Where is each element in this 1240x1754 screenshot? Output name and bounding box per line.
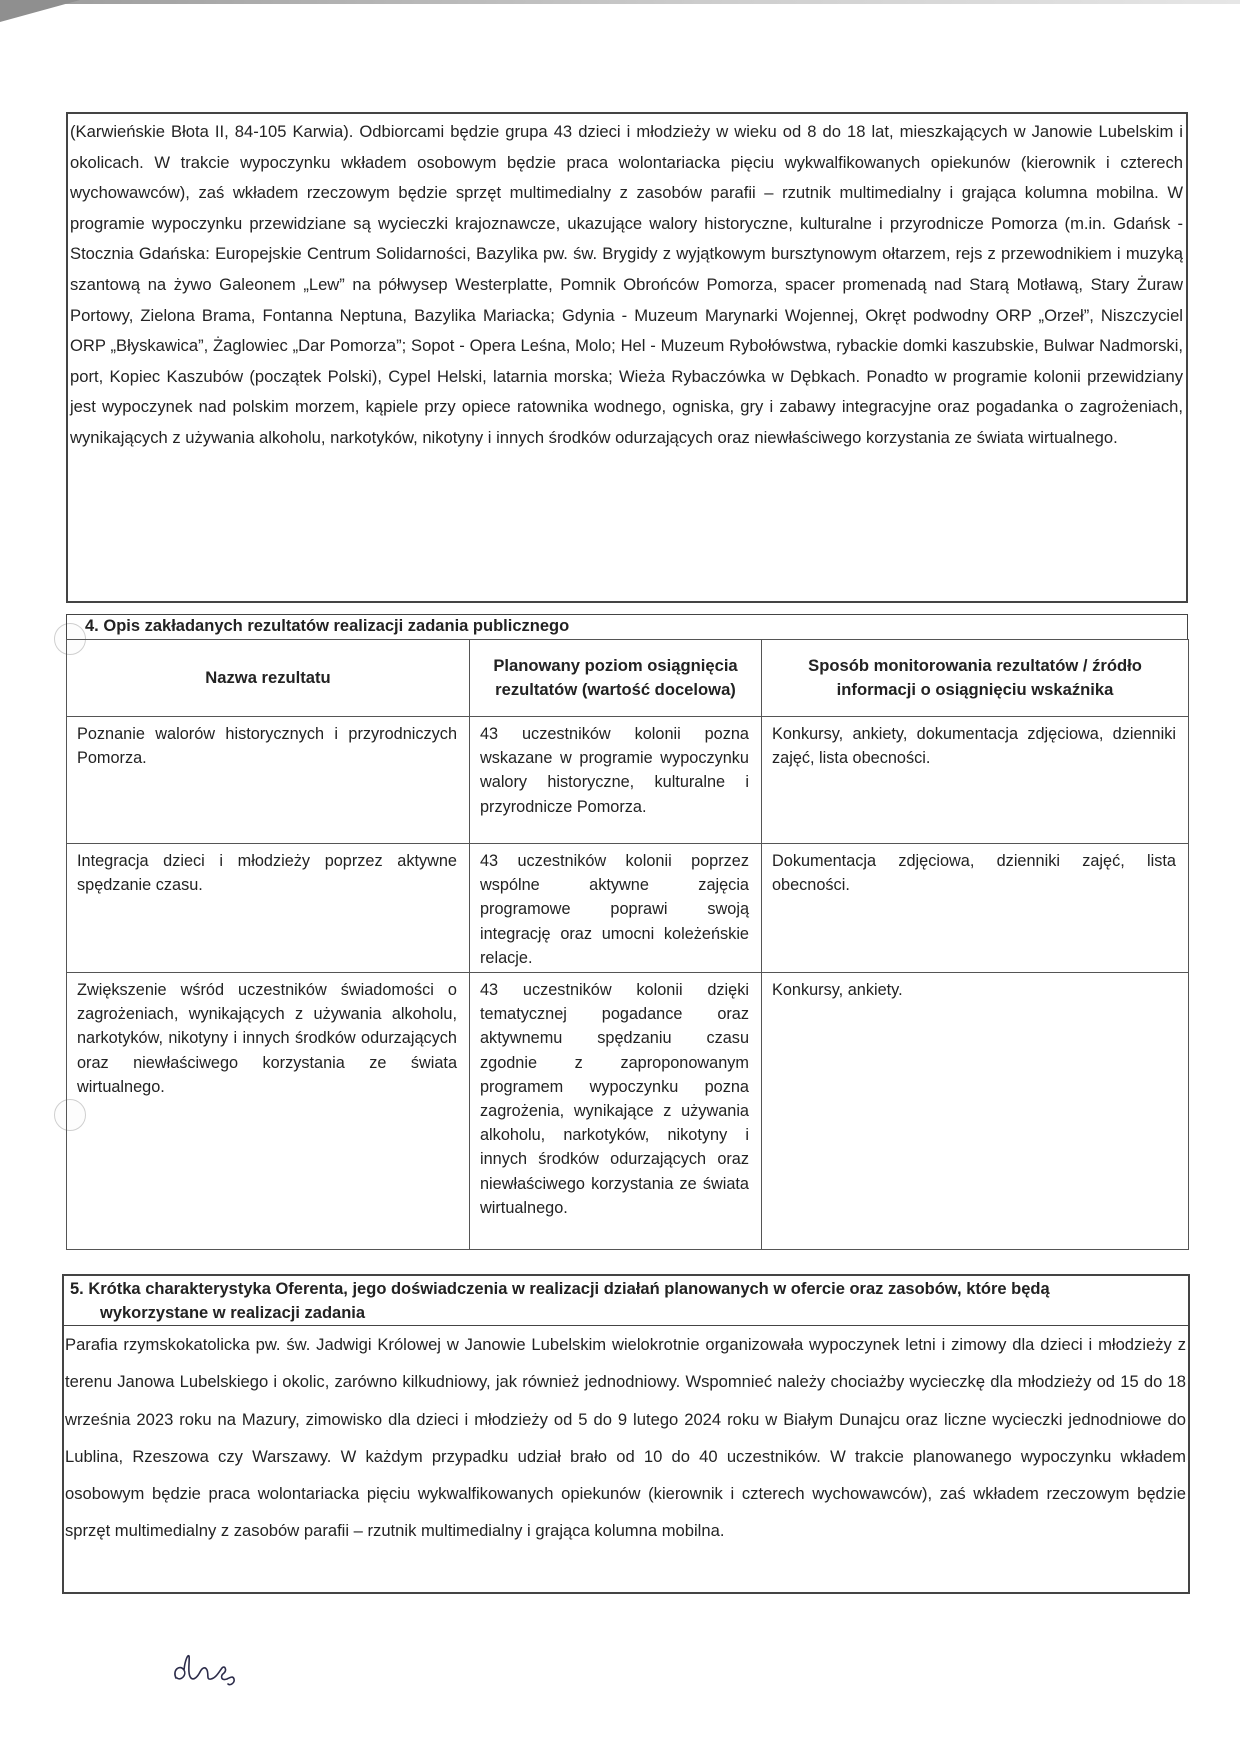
section-4-title	[66, 614, 1188, 639]
result-monitoring-cell: Konkursy, ankiety.	[762, 973, 1189, 1250]
results-table	[66, 639, 1189, 1250]
result-level-cell: 43 uczestników kolonii dzięki tematycznej pogadance oraz aktywnemu spędzaniu czasu zgodnie z zaproponowanym programem wypoczynku pozna zagrożenia, wynikające z używania alkoholu, narkotyków, nikotyny i innych środków odurzających oraz niewłaściwego korzystania ze świata wirtualnego.	[470, 973, 762, 1250]
table-row	[67, 717, 1189, 844]
section-5-title-line-1: 5. Krótka charakterystyka Oferenta, jego doświadczenia w realizacji działań planowanych w ofercie oraz zasobów, które będą	[70, 1280, 1050, 1298]
intro-paragraph: (Karwieńskie Błota II, 84-105 Karwia). Odbiorcami będzie grupa 43 dzieci i młodzieży w wieku od 8 do 18 lat, mieszkających w Janowie Lubelskim i okolicach. W trakcie wypoczynku wkładem osobowym będzie praca wolontariacka pięciu wykwalfikowanych opiekunów (kierownik i czterech wychowawców), zaś wkładem rzeczowym będzie sprzęt multimedialny z zasobów parafii – rzutnik multimedialny i grająca kolumna mobilna. W programie wypoczynku przewidziane są wycieczki krajoznawcze, ukazujące walory historyczne, kulturalne i przyrodnicze Pomorza (m.in. Gdańsk - Stocznia Gdańska: Europejskie Centrum Solidarności, Bazylika pw. św. Brygidy z wyjątkowym bursztynowym ołtarzem, rejs z przewodnikiem i muzyką szantową na żywo Galeonem „Lew” na półwysep Westerplatte, Pomnik Obrońców Pomorza, spacer promenadą nad Starą Motławą, Stary Żuraw Portowy, Zielona Brama, Fontanna Neptuna, Bazylika Mariacka; Gdynia - Muzeum Marynarki Wojennej, Okręt podwodny ORP „Orzeł”, Niszczyciel ORP „Błyskawica”, Żaglowiec „Dar Pomorza”; Sopot - Opera Leśna, Molo; Hel - Muzeum Rybołówstwa, rybackie domki kaszubskie, Bulwar Nadmorski, port, Kopiec Kaszubów (początek Polski), Cypel Helski, latarnia morska; Wieża Rybaczówka w Dębkach. Ponadto w programie kolonii przewidziany jest wypoczynek nad polskim morzem, kąpiele przy opiece ratownika wodnego, ogniska, gry i zabawy integracyjne oraz pogadanka o zagrożeniach, wynikających z używania alkoholu, narkotyków, nikotyny i innych środków odurzających oraz niewłaściwego korzystania ze świata wirtualnego.	[70, 122, 1183, 447]
result-monitoring-cell: Konkursy, ankiety, dokumentacja zdjęciowa, dzienniki zajęć, lista obecności.	[762, 717, 1189, 844]
header-planned-level: Planowany poziom osiągnięcia rezultatów (wartość docelowa)	[470, 640, 762, 717]
section-4-title-text: Opis zakładanych rezultatów realizacji zadania publicznego	[103, 617, 570, 635]
result-level-cell: 43 uczestników kolonii poprzez wspólne aktywne zajęcia programowe poprawi swoją integrację oraz umocni koleżeńskie relacje.	[470, 844, 762, 973]
table-row	[67, 973, 1189, 1250]
result-name-cell: Integracja dzieci i młodzieży poprzez aktywne spędzanie czasu.	[67, 844, 470, 973]
section-5-title-line-2: wykorzystane w realizacji zadania	[100, 1303, 366, 1322]
result-name-cell: Zwiększenie wśród uczestników świadomości o zagrożeniach, wynikających z używania alkoholu, narkotyków, nikotyny i innych środków odurzających oraz niewłaściwego korzystania ze świata wirtualnego.	[67, 973, 470, 1250]
scan-edge-shadow	[0, 0, 1240, 4]
section-5-text-box	[62, 1326, 1190, 1594]
section-5-title	[62, 1274, 1190, 1326]
section-5-paragraph: Parafia rzymskokatolicka pw. św. Jadwigi Królowej w Janowie Lubelskim wielokrotnie organizowała wypoczynek letni i zimowy dla dzieci i młodzieży z terenu Janowa Lubelskiego i okolic, zarówno kilkudniowy, jak również jednodniowy. Wspomnieć należy chociażby wycieczkę dla młodzieży od 15 do 18 września 2023 roku na Mazury, zimowisko dla dzieci i młodzieży od 5 do 9 lutego 2024 roku w Białym Dunajcu oraz liczne wycieczki jednodniowe do Lublina, Rzeszowa czy Warszawy. W każdym przypadku udział brało od 10 do 40 uczestników. W trakcie planowanego wypoczynku wkładem osobowym będzie praca wolontariacka pięciu wykwalfikowanych opiekunów (kierownik i czterech wychowawców), zaś wkładem rzeczowym będzie sprzęt multimedialny z zasobów parafii – rzutnik multimedialny i grająca kolumna mobilna.	[65, 1335, 1186, 1541]
intro-text-box	[66, 112, 1188, 603]
header-monitoring: Sposób monitorowania rezultatów / źródło informacji o osiągnięciu wskaźnika	[762, 640, 1189, 717]
handwritten-signature	[170, 1650, 250, 1690]
scan-corner-fold	[0, 0, 80, 22]
section-4-number: 4.	[85, 617, 99, 635]
header-result-name: Nazwa rezultatu	[67, 640, 470, 717]
results-header-row	[67, 640, 1189, 717]
result-name-cell: Poznanie walorów historycznych i przyrodniczych Pomorza.	[67, 717, 470, 844]
table-row	[67, 844, 1189, 973]
result-level-cell: 43 uczestników kolonii pozna wskazane w programie wypoczynku walory historyczne, kulturalne i przyrodnicze Pomorza.	[470, 717, 762, 844]
result-monitoring-cell: Dokumentacja zdjęciowa, dzienniki zajęć, lista obecności.	[762, 844, 1189, 973]
